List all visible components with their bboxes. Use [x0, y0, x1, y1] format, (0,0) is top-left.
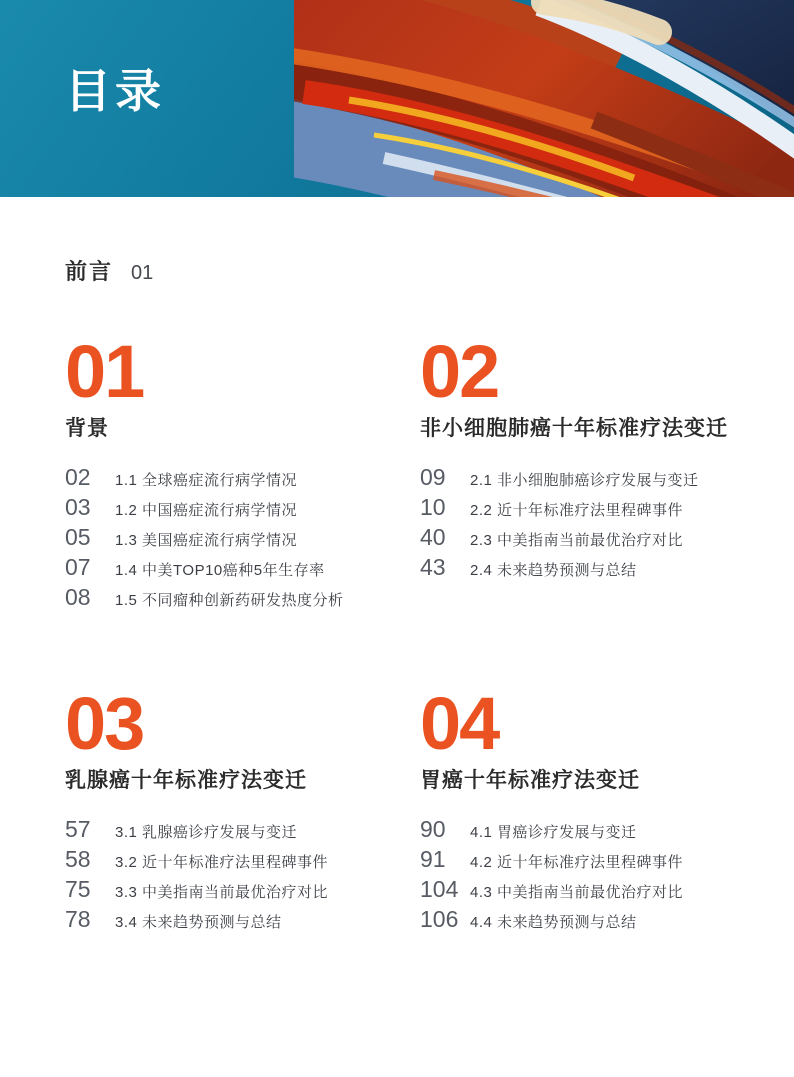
toc-item-label: 2.1 非小细胞肺癌诊疗发展与变迁 [470, 472, 699, 490]
preface-label: 前言 [65, 259, 114, 284]
section-item-list [420, 466, 794, 580]
toc-item-page: 57 [65, 816, 91, 843]
toc-item-label: 2.2 近十年标准疗法里程碑事件 [470, 502, 684, 520]
toc-item[interactable] [65, 878, 420, 902]
toc-item-page: 05 [65, 524, 91, 551]
toc-item-label: 4.2 近十年标准疗法里程碑事件 [470, 854, 684, 872]
section-number: 03 [65, 682, 144, 766]
toc-item-label: 1.2 中国癌症流行病学情况 [115, 502, 298, 520]
toc-item-page: 78 [65, 906, 91, 933]
toc-item-page: 02 [65, 464, 91, 491]
toc-item-page: 75 [65, 876, 91, 903]
toc-item-label: 1.3 美国癌症流行病学情况 [115, 532, 298, 550]
toc-item[interactable] [420, 818, 794, 842]
toc-item[interactable] [420, 466, 794, 490]
toc-item[interactable] [65, 848, 420, 872]
section-item-list [420, 818, 794, 932]
preface-row[interactable] [65, 255, 794, 286]
section-number: 02 [420, 330, 499, 413]
toc-item-page: 10 [420, 494, 446, 521]
section-item-list [65, 466, 420, 610]
section-title: 胃癌十年标准疗法变迁 [420, 769, 640, 793]
toc-item-label: 4.3 中美指南当前最优治疗对比 [470, 884, 684, 902]
toc-item[interactable] [420, 496, 794, 520]
toc-item[interactable] [65, 586, 420, 610]
toc-item[interactable] [65, 908, 420, 932]
toc-item-label: 1.5 不同瘤种创新药研发热度分析 [115, 592, 344, 610]
toc-item[interactable] [65, 526, 420, 550]
toc-section-04 [420, 682, 794, 938]
toc-section-03 [65, 682, 420, 938]
toc-item-label: 1.1 全球癌症流行病学情况 [115, 472, 298, 490]
toc-item[interactable] [65, 466, 420, 490]
toc-item[interactable] [420, 848, 794, 872]
toc-section-01 [65, 330, 420, 616]
toc-grid [0, 330, 794, 938]
toc-item[interactable] [420, 556, 794, 580]
toc-item-label: 2.3 中美指南当前最优治疗对比 [470, 532, 684, 550]
toc-item-page: 40 [420, 524, 446, 551]
toc-item[interactable] [420, 878, 794, 902]
section-title: 非小细胞肺癌十年标准疗法变迁 [420, 417, 728, 441]
toc-item-page: 104 [420, 876, 459, 903]
toc-item-page: 08 [65, 584, 91, 611]
section-number: 04 [420, 682, 499, 766]
toc-item-page: 07 [65, 554, 91, 581]
page-header [0, 0, 794, 197]
toc-item-page: 91 [420, 846, 446, 873]
section-title: 背景 [65, 417, 109, 441]
toc-item-label: 3.3 中美指南当前最优治疗对比 [115, 884, 329, 902]
toc-item-label: 4.4 未来趋势预测与总结 [470, 914, 637, 932]
section-item-list [65, 818, 420, 932]
toc-item-page: 90 [420, 816, 446, 843]
toc-item-label: 4.1 胃癌诊疗发展与变迁 [470, 824, 637, 842]
toc-item-page: 106 [420, 906, 459, 933]
toc-item[interactable] [420, 908, 794, 932]
toc-item-label: 2.4 未来趋势预测与总结 [470, 562, 637, 580]
section-title: 乳腺癌十年标准疗法变迁 [65, 769, 307, 793]
toc-item-page: 03 [65, 494, 91, 521]
toc-item[interactable] [65, 556, 420, 580]
toc-item[interactable] [420, 526, 794, 550]
toc-item-label: 1.4 中美TOP10癌种5年生存率 [115, 562, 325, 580]
toc-section-02 [420, 330, 794, 616]
toc-item-label: 3.2 近十年标准疗法里程碑事件 [115, 854, 329, 872]
toc-item[interactable] [65, 496, 420, 520]
toc-item-label: 3.1 乳腺癌诊疗发展与变迁 [115, 824, 298, 842]
toc-item-page: 58 [65, 846, 91, 873]
toc-item[interactable] [65, 818, 420, 842]
toc-item-page: 43 [420, 554, 446, 581]
toc-item-page: 09 [420, 464, 446, 491]
abstract-swirl-image [294, 0, 794, 197]
toc-item-label: 3.4 未来趋势预测与总结 [115, 914, 282, 932]
page-title: 目录 [65, 65, 165, 117]
section-number: 01 [65, 330, 144, 413]
preface-page-number: 01 [131, 262, 154, 284]
